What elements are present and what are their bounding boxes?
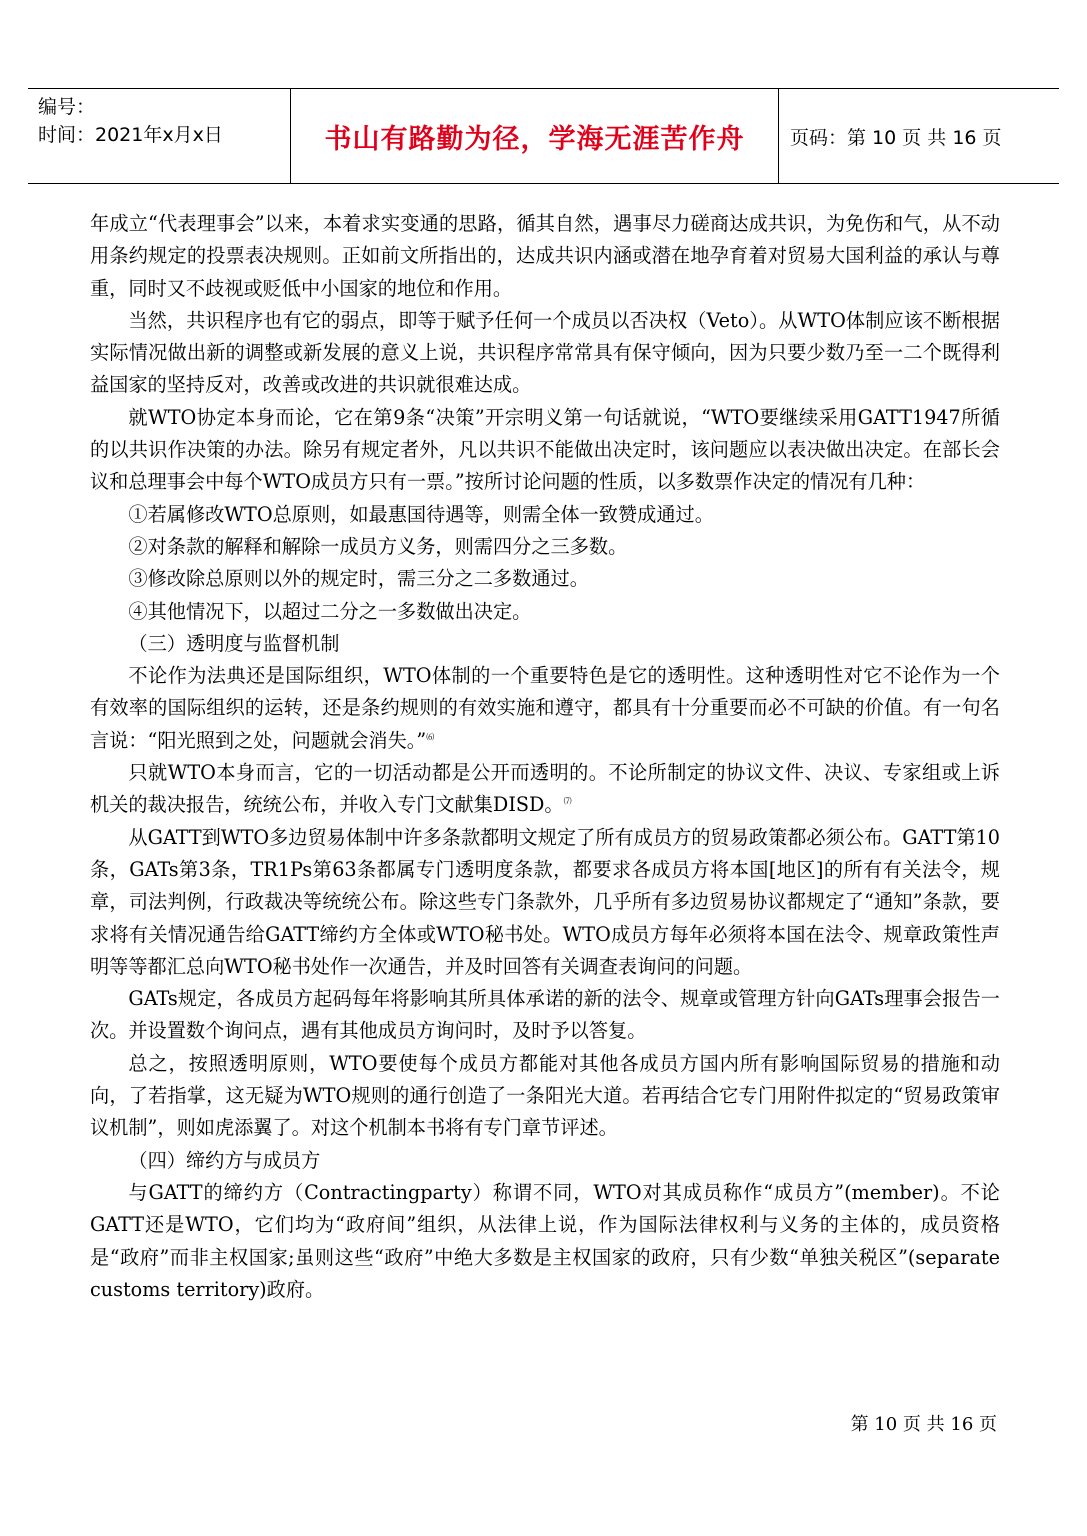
section-heading: （三）透明度与监督机制 xyxy=(128,631,340,655)
paragraph-text: 不论作为法典还是国际组织，WTO体制的一个重要特色是它的透明性。这种透明性对它不论作为一个有效率的国际组织的运转，还是条约规则的有效实施和遵守，都具有十分重要而必不可缺的价值。有一句名言说：“阳光照到之处，问题就会消失。” xyxy=(90,664,1000,752)
paragraph: GATs规定，各成员方起码每年将影响其所具体承诺的新的法令、规章或管理方针向GATs理事会报告一次。并设置数个询问点，遇有其他成员方询问时，及时予以答复。 xyxy=(90,987,1000,1043)
paragraph: 与GATT的缔约方（Contractingparty）称谓不同，WTO对其成员称作“成员方”(member)。不论GATT还是WTO，它们均为“政府间”组织，从法律上说，作为国际法律权利与义务的主体的，成员资格是“政府”而非主权国家;虽则这些“政府”中绝大多数是主权国家的政府，只有少数“单独关税区”(separate customs territory)政府。 xyxy=(90,1180,1000,1301)
page-header xyxy=(28,88,1059,184)
header-meta xyxy=(38,93,223,149)
paragraph: 从GATT到WTO多边贸易体制中许多条款都明文规定了所有成员方的贸易政策都必须公布。GATT第10条，GATs第3条，TR1Ps第63条都属专门透明度条款，都要求各成员方将本国[地区]的所有有关法令，规章，司法判例，行政裁决等统统公布。除这些专门条款外，几乎所有多边贸易协议都规定了“通知”条款，要求将有关情况通告给GATT缔约方全体或WTO秘书处。WTO成员方每年必须将本国在法令、规章政策性声明等等都汇总向WTO秘书处作一次通告，并及时回答有关调查表询问的问题。 xyxy=(90,825,1000,978)
document-number-label: 编号： xyxy=(38,96,96,118)
list-item: ②对条款的解释和解除一成员方义务，则需四分之三多数。 xyxy=(128,534,628,558)
document-time-label: 时间：2021年x月x日 xyxy=(38,124,223,146)
header-divider xyxy=(778,89,779,183)
paragraph: 就WTO协定本身而论，它在第9条“决策”开宗明义第一句话就说，“WTO要继续采用GATT1947所循的以共识作决策的办法。除另有规定者外，凡以共识不能做出决定时，该问题应以表决做出决定。在部长会议和总理事会中每个WTO成员方只有一票。”按所讨论问题的性质，以多数票作决定的情况有几种： xyxy=(90,405,1000,494)
list-item: ①若属修改WTO总原则，如最惠国待遇等，则需全体一致赞成通过。 xyxy=(128,502,714,526)
footnote-marker: ⑹ xyxy=(426,732,435,742)
footnote-marker: ⑺ xyxy=(563,796,572,806)
header-page-info: 页码：第 10 页 共 16 页 xyxy=(790,126,1002,149)
paragraph xyxy=(90,660,1000,757)
paragraph: 总之，按照透明原则，WTO要使每个成员方都能对其他各成员方国内所有影响国际贸易的措施和动向，了若指掌，这无疑为WTO规则的通行创造了一条阳光大道。若再结合它专门用附件拟定的“贸易政策审议机制”，则如虎添翼了。对这个机制本书将有专门章节评述。 xyxy=(90,1051,1000,1140)
list-item: ④其他情况下，以超过二分之一多数做出决定。 xyxy=(128,599,532,623)
section-heading: （四）缔约方与成员方 xyxy=(128,1148,321,1172)
paragraph: 当然，共识程序也有它的弱点，即等于赋予任何一个成员以否决权（Veto）。从WTO体制应该不断根据实际情况做出新的调整或新发展的意义上说，共识程序常常具有保守倾向，因为只要少数乃至一二个既得利益国家的坚持反对，改善或改进的共识就很难达成。 xyxy=(90,308,1000,397)
paragraph-text: 只就WTO本身而言，它的一切活动都是公开而透明的。不论所制定的协议文件、决议、专家组或上诉机关的裁决报告，统统公布，并收入专门文献集DISD。 xyxy=(90,761,1000,817)
page-footer: 第 10 页 共 16 页 xyxy=(850,1414,997,1435)
paragraph: 年成立“代表理事会”以来，本着求实变通的思路，循其自然，遇事尽力磋商达成共识，为免伤和气，从不动用条约规定的投票表决规则。正如前文所指出的，达成共识内涵或潜在地孕育着对贸易大国利益的承认与尊重，同时又不歧视或贬低中小国家的地位和作用。 xyxy=(90,212,1000,300)
document-body xyxy=(90,208,1000,1306)
list-item: ③修改除总原则以外的规定时，需三分之二多数通过。 xyxy=(128,567,589,591)
header-motto: 书山有路勤为径，学海无涯苦作舟 xyxy=(324,123,745,155)
paragraph xyxy=(90,757,1000,822)
